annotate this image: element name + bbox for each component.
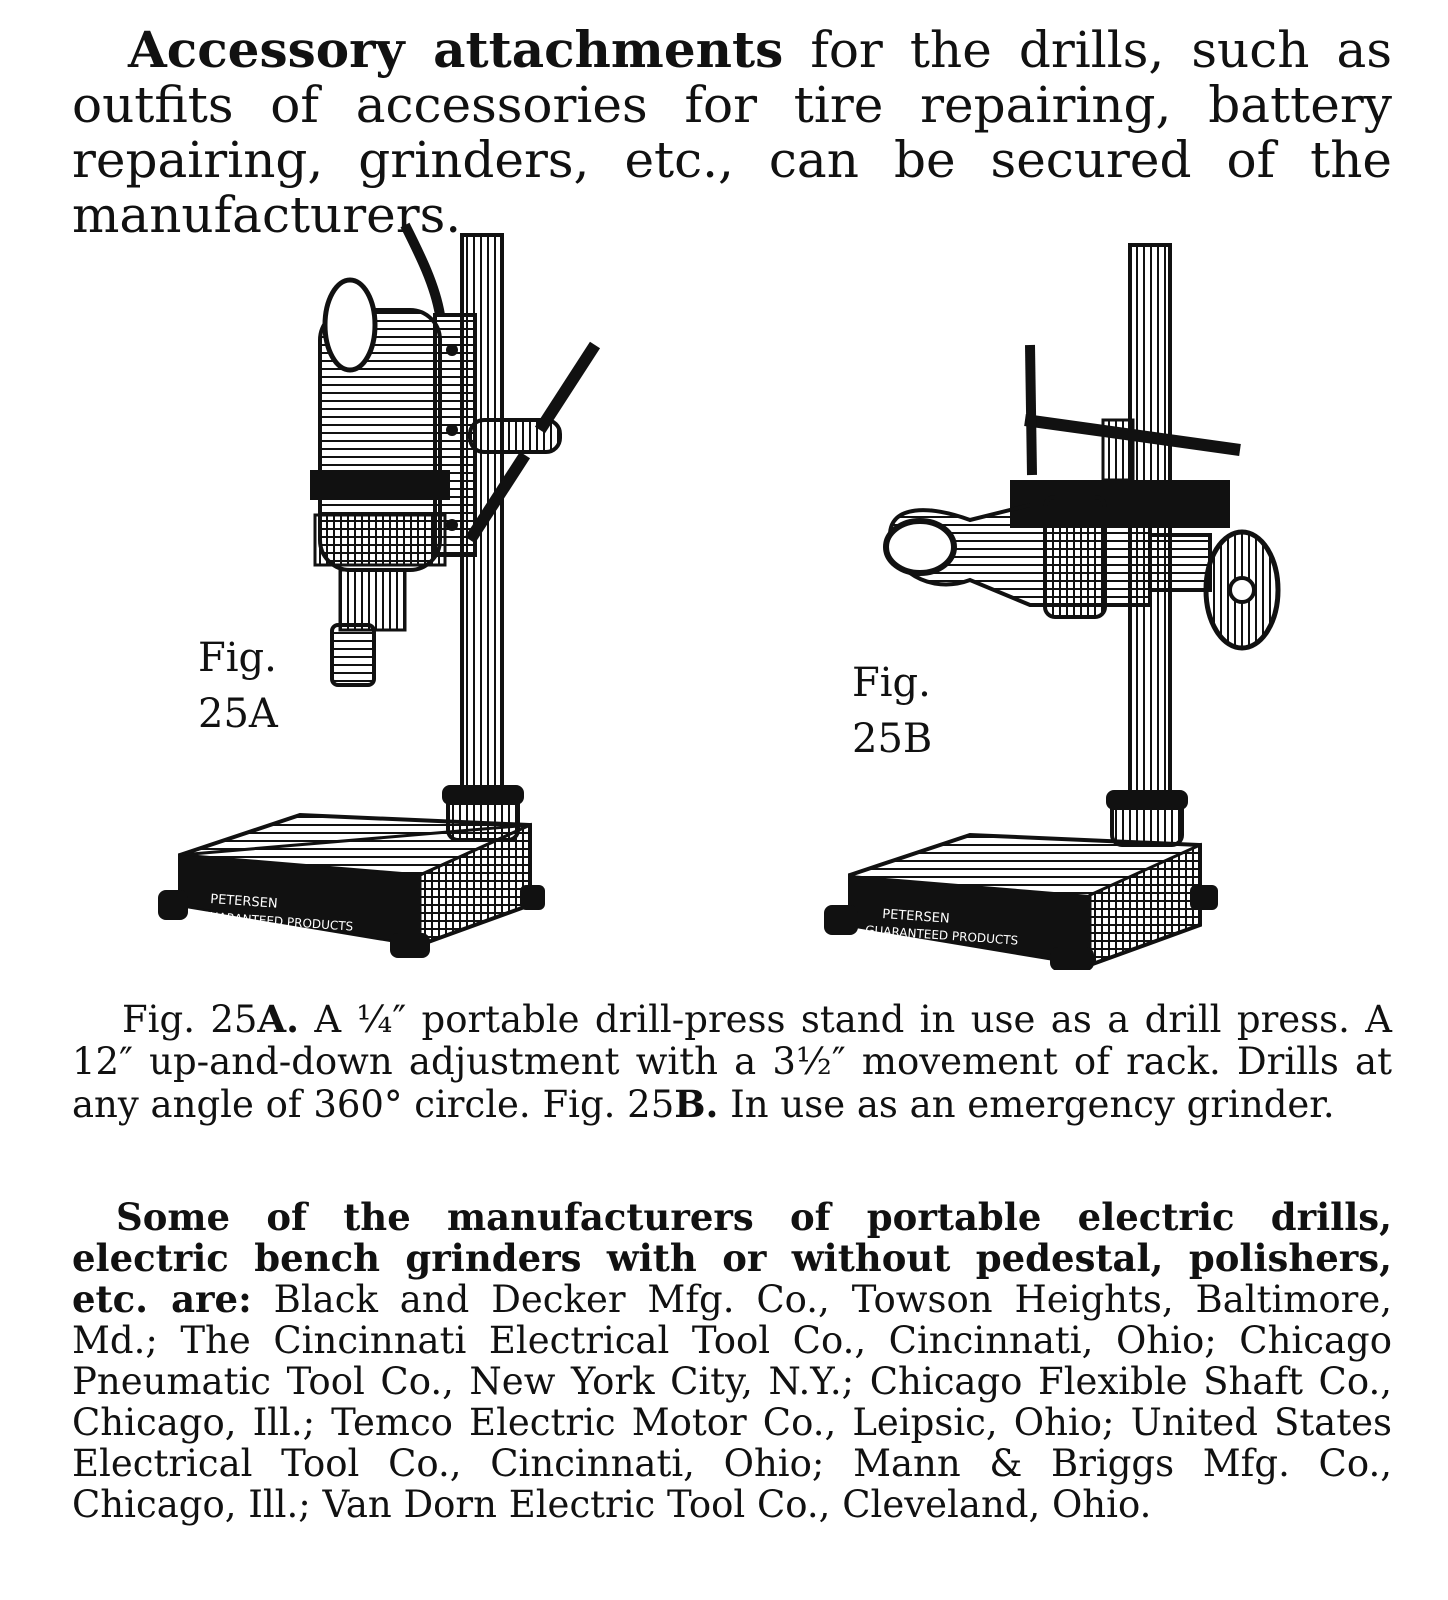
figure-25a-brand-line1: PETERSEN bbox=[209, 892, 279, 912]
caption-fig-a-prefix: Fig. 25 bbox=[122, 998, 258, 1041]
figure-25a-brand-line2: GUARANTEED PRODUCTS bbox=[199, 909, 354, 934]
caption-fig-b-text: In use as an emergency grinder. bbox=[718, 1083, 1335, 1126]
figure-caption bbox=[72, 998, 1392, 1126]
intro-bold-lead: Accessory attachments bbox=[128, 20, 784, 79]
caption-fig-a-letter: A. bbox=[257, 997, 299, 1041]
figure-25b-brand-line1: PETERSEN bbox=[881, 907, 951, 927]
figure-25b-label-line1: Fig. bbox=[852, 660, 931, 706]
figure-25b-label-line2: 25B bbox=[852, 716, 933, 762]
caption-fig-b-letter: B. bbox=[674, 1082, 719, 1126]
figure-25b-label bbox=[852, 655, 932, 767]
manufacturers-bold-lead: Some of the manufacturers of portable electric drills, electric bench grinders with or without pedestal, polishers, etc. are: bbox=[72, 1195, 1392, 1321]
figure-25a-illustration bbox=[150, 215, 610, 965]
figure-25b-illustration bbox=[820, 235, 1290, 970]
intro-paragraph bbox=[72, 22, 1392, 243]
figure-25a-label bbox=[198, 630, 278, 742]
figure-25a-label-line1: Fig. bbox=[198, 635, 277, 681]
figure-25a-label-line2: 25A bbox=[198, 691, 278, 737]
intro-text: for the drills, such as outfits of accessories for tire repairing, battery repairing, grinders, etc., can be secured of the manufacturers. bbox=[72, 21, 1392, 244]
figure-25b-brand-line2: GUARANTEED PRODUCTS bbox=[864, 923, 1019, 948]
caption-fig-b-prefix: Fig. 25 bbox=[542, 1083, 675, 1126]
manufacturers-list: Black and Decker Mfg. Co., Towson Heights, Baltimore, Md.; The Cincinnati Electrical Tool Co., Cincinnati, Ohio; Chicago Pneumatic Tool Co., New York City, N.Y.; Chicago Flexible Shaft Co., Chicago, Ill.; Temco Electric Motor Co., Leipsic, Ohio; United States Electrical Tool Co., Cincinnati, Ohio; Mann & Briggs Mfg. Co., Chicago, Ill.; Van Dorn Electric Tool Co., Cleveland, Ohio. bbox=[72, 1278, 1392, 1526]
caption-fig-a-text: A ¼″ portable drill-press stand in use as a drill press. A 12″ up-and-down adjustment with a 3½″ movement of rack. Drills at any angle of 360° circle. bbox=[72, 998, 1392, 1126]
manufacturers-paragraph bbox=[72, 1197, 1392, 1525]
